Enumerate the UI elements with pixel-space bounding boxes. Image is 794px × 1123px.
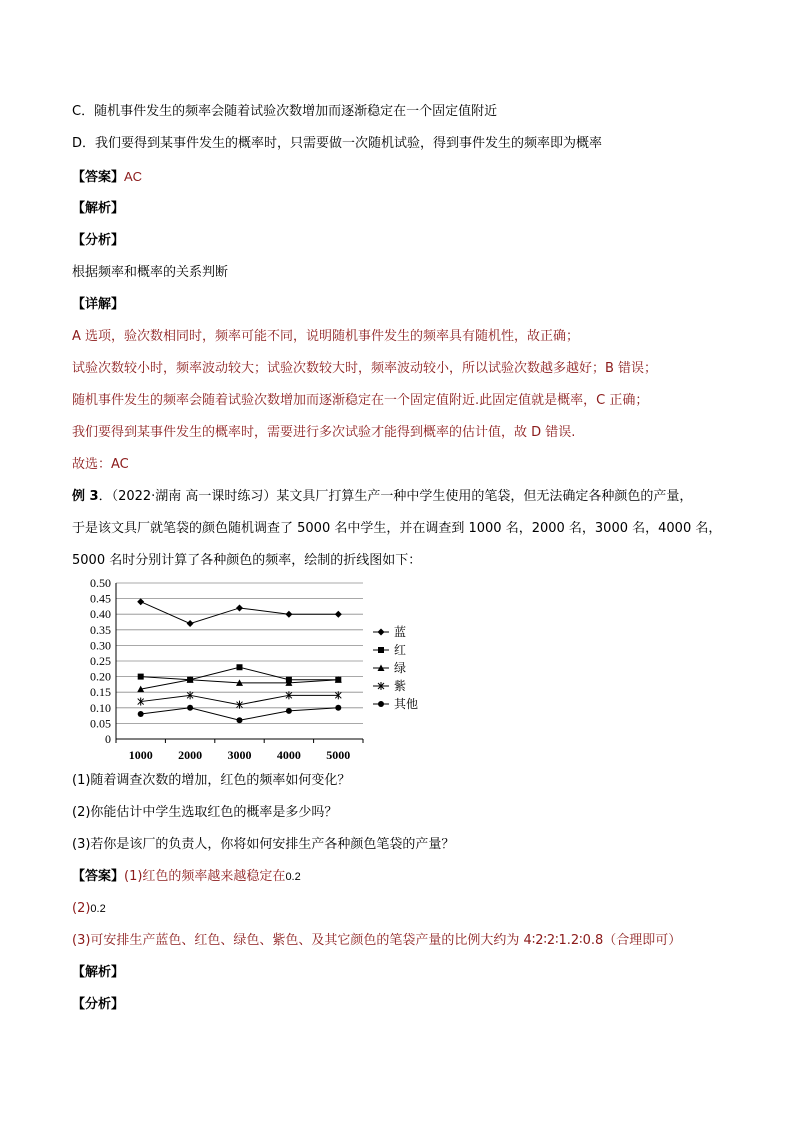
y-tick-label: 0.40 — [90, 607, 111, 622]
x-tick-label: 1000 — [128, 748, 153, 762]
y-tick-label: 0.50 — [90, 576, 111, 590]
detail-b: 试验次数较小时，频率波动较大；试验次数较大时，频率波动较小，所以试验次数越多越好；B 错误； — [72, 361, 658, 376]
data-point-diamond — [236, 604, 243, 611]
fenxi-text: 根据频率和概率的关系判断 — [72, 265, 229, 280]
y-tick-label: 0.20 — [90, 669, 111, 684]
answer-2-part-2: (2) — [72, 901, 91, 916]
example-3-line-1 — [72, 488, 692, 506]
detail-d: 我们要得到某事件发生的概率时，需要进行多次试验才能得到概率的估计值，故 D 错误. — [72, 425, 576, 440]
example-3-tag: 例 3 — [72, 489, 99, 504]
question-1: (1)随着调查次数的增加，红色的频率如何变化？ — [72, 773, 351, 788]
legend-label: 蓝 — [394, 625, 407, 639]
series-3 — [138, 691, 342, 708]
answer-value: AC — [124, 169, 143, 184]
y-tick-label: 0.15 — [90, 685, 111, 700]
x-tick-label: 3000 — [227, 748, 252, 762]
data-point-square — [237, 664, 243, 670]
final-choice: 故选：AC — [72, 457, 129, 472]
x-tick-label: 4000 — [276, 748, 301, 762]
x-tick-label: 2000 — [178, 748, 203, 762]
answer-tag: 【答案】 — [72, 170, 125, 185]
option-c: C．随机事件发生的频率会随着试验次数增加而逐渐稳定在一个固定值附近 — [72, 104, 498, 119]
jiexi-heading-2: 【解析】 — [72, 965, 125, 980]
answer-2-line-2 — [72, 900, 106, 918]
data-point-circle — [378, 701, 384, 707]
data-point-diamond — [285, 611, 292, 618]
y-tick-label: 0.10 — [90, 700, 111, 715]
answer-2-part-1: (1)红色的频率越来越稳定在 — [124, 869, 286, 884]
xiangjie-heading: 【详解】 — [72, 297, 125, 312]
data-point-square — [138, 674, 144, 680]
question-2: (2)你能估计中学生选取红色的概率是多少吗？ — [72, 805, 338, 820]
data-point-circle — [237, 717, 243, 723]
fenxi-heading-2: 【分析】 — [72, 997, 125, 1012]
detail-a: A 选项，验次数相同时，频率可能不同，说明随机事件发生的频率具有随机性，故正确； — [72, 329, 580, 344]
color-frequency-line-chart — [68, 574, 428, 770]
legend-label: 其他 — [394, 697, 419, 711]
y-axis — [90, 576, 116, 746]
option-d: D．我们要得到某事件发生的概率时，只需要做一次随机试验，得到事件发生的频率即为概率 — [72, 136, 603, 151]
data-point-diamond — [187, 620, 194, 627]
y-tick-label: 0.45 — [90, 591, 111, 606]
answer-2-part-3: (3)可安排生产蓝色、红色、绿色、紫色、及其它颜色的笔袋产量的比例大约为 4∶2∶2∶1.2∶0.8（合理即可） — [72, 933, 682, 948]
y-tick-label: 0.05 — [90, 716, 111, 731]
answer-2-line-1 — [72, 868, 301, 886]
series-0 — [137, 598, 342, 627]
answer-2-part-2-value: 0.2 — [90, 903, 106, 915]
example-3-line-3: 5000 名时分别计算了各种颜色的频率，绘制的折线图如下： — [72, 553, 422, 568]
answer-2-tag: 【答案】 — [72, 869, 125, 884]
example-3-text-1: ．（2022·湖南 高一课时练习）某文具厂打算生产一种中学生使用的笔袋，但无法确定各种颜色的产量， — [98, 489, 693, 504]
example-3-line-2: 于是该文具厂就笔袋的颜色随机调查了 5000 名中学生，并在调查到 1000 名，2000 名，3000 名，4000 名， — [72, 521, 722, 536]
data-point-circle — [187, 705, 193, 711]
y-tick-label: 0.25 — [90, 654, 111, 668]
jiexi-heading: 【解析】 — [72, 201, 125, 216]
fenxi-heading: 【分析】 — [72, 233, 125, 248]
y-tick-label: 0 — [105, 732, 111, 746]
data-point-diamond — [335, 611, 342, 618]
question-3: (3)若你是该厂的负责人，你将如何安排生产各种颜色笔袋的产量？ — [72, 837, 455, 852]
data-point-circle — [335, 705, 341, 711]
answer-2-part-1-value: 0.2 — [285, 871, 301, 883]
x-axis — [116, 739, 363, 762]
legend-label: 绿 — [394, 661, 407, 675]
chart-legend — [373, 624, 418, 711]
data-point-circle — [138, 711, 144, 717]
y-tick-label: 0.30 — [90, 638, 111, 653]
data-point-diamond — [137, 598, 144, 605]
legend-label: 红 — [394, 643, 407, 657]
x-tick-label: 5000 — [326, 748, 351, 762]
legend-label: 紫 — [394, 679, 407, 693]
data-point-square — [378, 647, 384, 653]
detail-c: 随机事件发生的频率会随着试验次数增加而逐渐稳定在一个固定值附近.此固定值就是概率，C 正确； — [72, 393, 649, 408]
data-point-circle — [286, 708, 292, 714]
answer-1 — [72, 168, 142, 187]
y-tick-label: 0.35 — [90, 622, 111, 637]
data-point-diamond — [378, 629, 385, 636]
